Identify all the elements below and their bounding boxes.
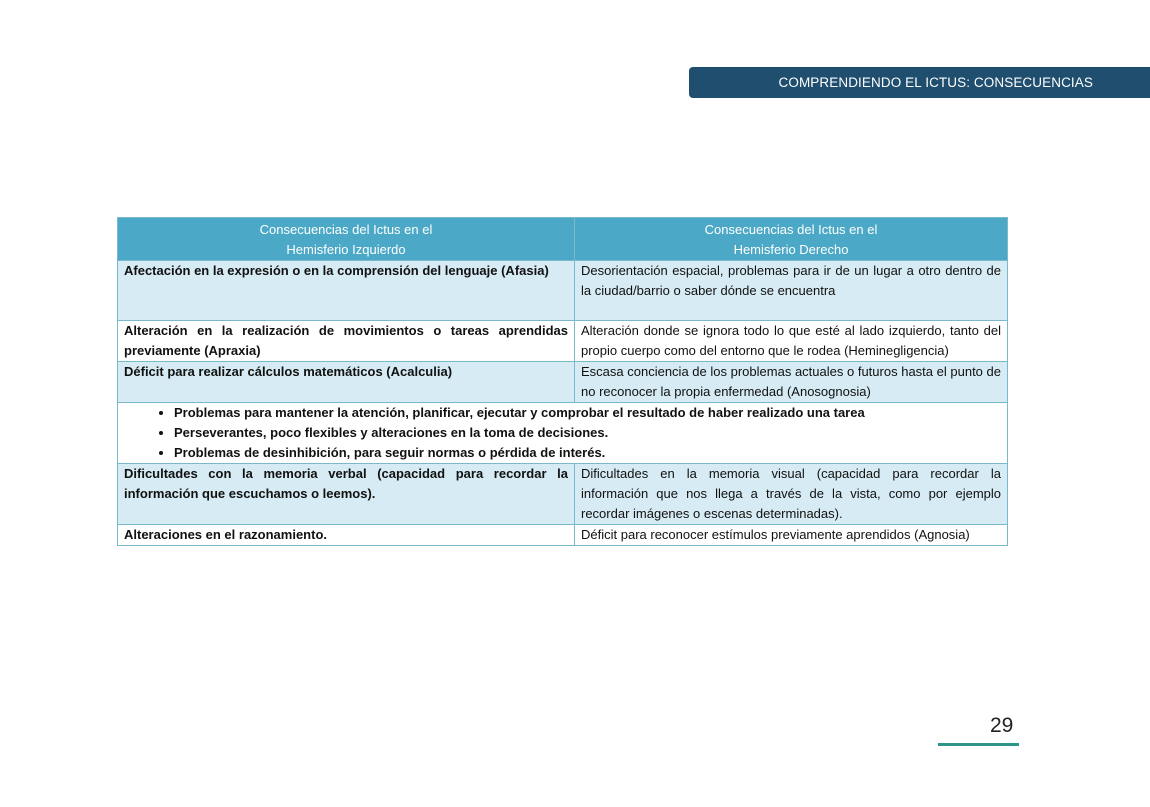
left-hemisphere-cell: Alteraciones en el razonamiento. — [118, 525, 575, 546]
right-hemisphere-cell: Alteración donde se ignora todo lo que esté al lado izquierdo, tanto del propio cuerpo como del entorno que le rodea (Heminegligencia) — [575, 321, 1008, 362]
right-hemisphere-cell: Escasa conciencia de los problemas actuales o futuros hasta el punto de no reconocer la propia enfermedad (Anosognosia) — [575, 362, 1008, 403]
list-item: • Problemas de desinhibición, para seguir normas o pérdida de interés. — [174, 443, 1001, 463]
list-item: • Problemas para mantener la atención, planificar, ejecutar y comprobar el resultado de haber realizado una tarea — [174, 403, 1001, 423]
section-header-banner — [689, 67, 1150, 98]
column-header-line: Consecuencias del Ictus en el — [259, 222, 433, 237]
column-header-line: Hemisferio Izquierdo — [286, 242, 406, 257]
shared-consequences-list — [124, 403, 1001, 463]
left-hemisphere-cell: Alteración en la realización de movimientos o tareas aprendidas previamente (Apraxia) — [118, 321, 575, 362]
right-hemisphere-cell: Desorientación espacial, problemas para ir de un lugar a otro dentro de la ciudad/barrio o saber dónde se encuentra — [575, 261, 1008, 321]
shared-consequences-cell — [118, 403, 1008, 464]
column-header-right-hemisphere — [575, 218, 1008, 261]
table-row-shared-bullets — [118, 403, 1008, 464]
left-hemisphere-cell: Dificultades con la memoria verbal (capacidad para recordar la información que escuchamos o leemos). — [118, 464, 575, 525]
page-number-underline — [938, 743, 1019, 746]
column-header-line: Consecuencias del Ictus en el — [704, 222, 878, 237]
page-number: 29 — [990, 714, 1014, 737]
list-item: • Perseverantes, poco flexibles y alteraciones en la toma de decisiones. — [174, 423, 1001, 443]
table-row — [118, 261, 1008, 321]
left-hemisphere-cell: Afectación en la expresión o en la comprensión del lenguaje (Afasia) — [118, 261, 575, 321]
section-header-title: COMPRENDIENDO EL ICTUS: CONSECUENCIAS — [778, 75, 1093, 90]
table-row — [118, 362, 1008, 403]
column-header-line: Hemisferio Derecho — [733, 242, 849, 257]
right-hemisphere-cell: Déficit para reconocer estímulos previamente aprendidos (Agnosia) — [575, 525, 1008, 546]
left-hemisphere-cell: Déficit para realizar cálculos matemáticos (Acalculia) — [118, 362, 575, 403]
table-header-row — [118, 218, 1008, 261]
right-hemisphere-cell: Dificultades en la memoria visual (capacidad para recordar la información que nos llega a través de la vista, como por ejemplo recordar imágenes o escenas determinadas). — [575, 464, 1008, 525]
table-row — [118, 464, 1008, 525]
table-row — [118, 525, 1008, 546]
table-row — [118, 321, 1008, 362]
consequences-table — [117, 217, 1008, 546]
column-header-left-hemisphere — [118, 218, 575, 261]
